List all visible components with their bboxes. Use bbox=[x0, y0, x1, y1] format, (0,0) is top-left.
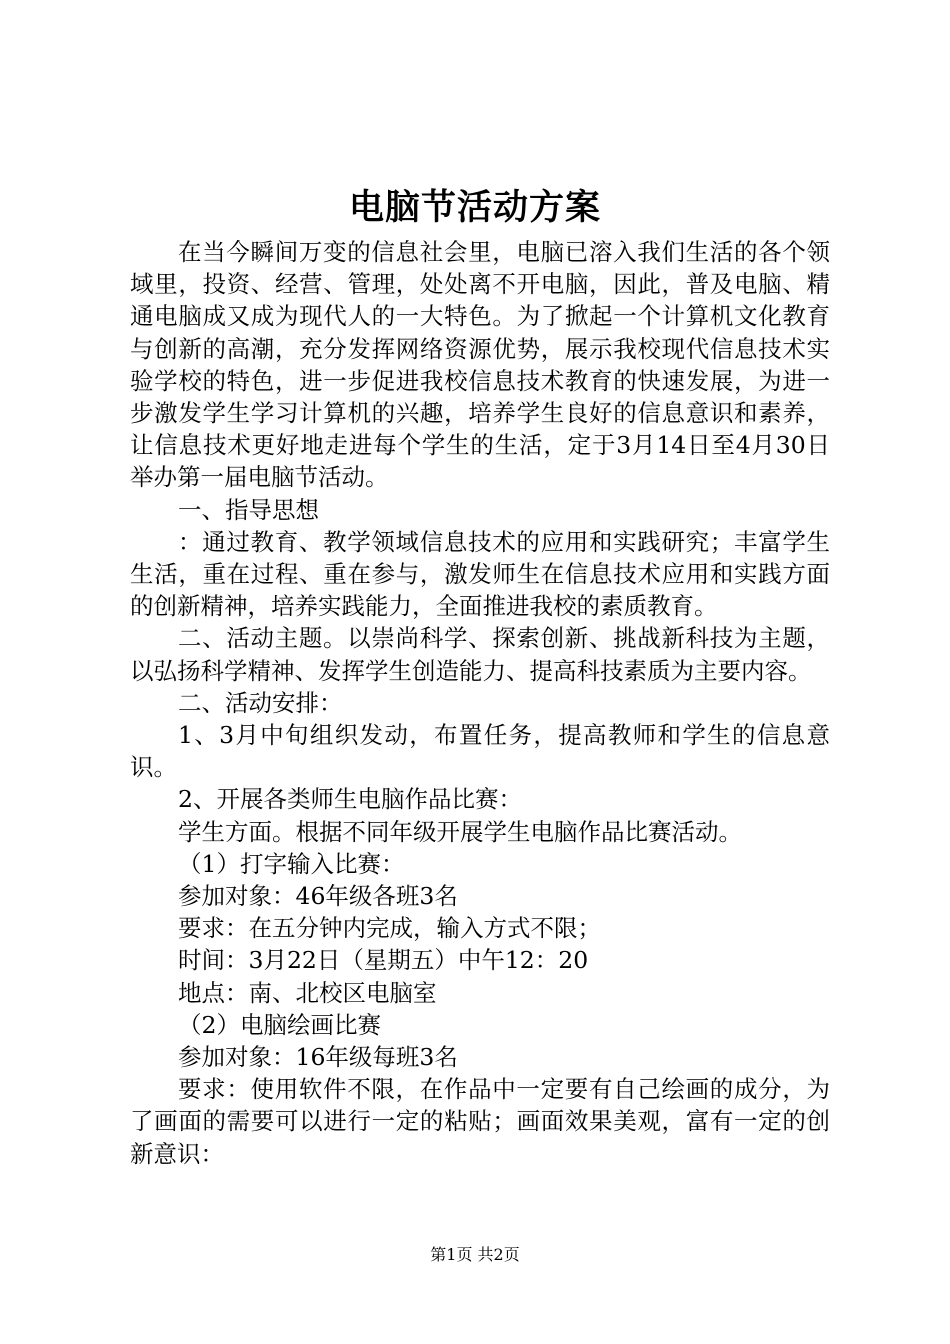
typing-participants: 参加对象：46年级各班3名 bbox=[178, 882, 458, 911]
typing-requirements: 要求：在五分钟内完成，输入方式不限； bbox=[178, 914, 601, 943]
document-title: 电脑节活动方案 bbox=[348, 187, 601, 228]
painting-participants: 参加对象：16年级每班3名 bbox=[178, 1043, 458, 1072]
typing-location: 地点：南、北校区电脑室 bbox=[178, 978, 437, 1007]
section-heading-arrangement: 二、活动安排： bbox=[178, 688, 343, 717]
guiding-thought-paragraph: ：通过教育、教学领域信息技术的应用和实践研究；丰富学生生活，重在过程、重在参与，激发师生在信息技术应用和实践方面的创新精神，培养实践能力，全面推进我校的素质教育。 bbox=[130, 527, 830, 621]
arrangement-item-2: 2、开展各类师生电脑作品比赛： bbox=[178, 785, 522, 814]
arrangement-item-1: 1、3月中旬组织发动，布置任务，提高教师和学生的信息意识。 bbox=[130, 721, 830, 782]
painting-contest-heading: （2）电脑绘画比赛 bbox=[178, 1010, 381, 1039]
section-heading-guiding-thought: 一、指导思想 bbox=[178, 495, 319, 524]
page-footer: 第1页 共2页 bbox=[430, 1245, 520, 1264]
activity-theme-paragraph: 二、活动主题。以崇尚科学、探索创新、挑战新科技为主题，以弘扬科学精神、发挥学生创造能力、提高科技素质为主要内容。 bbox=[130, 624, 830, 685]
typing-time: 时间：3月22日（星期五）中午12：20 bbox=[178, 946, 589, 975]
typing-contest-heading: （1）打字输入比赛： bbox=[178, 849, 405, 878]
student-section-line: 学生方面。根据不同年级开展学生电脑作品比赛活动。 bbox=[178, 817, 742, 846]
document-body bbox=[130, 236, 830, 1170]
painting-requirements: 要求：使用软件不限，在作品中一定要有自己绘画的成分，为了画面的需要可以进行一定的粘贴；画面效果美观，富有一定的创新意识： bbox=[130, 1075, 830, 1168]
intro-paragraph: 在当今瞬间万变的信息社会里，电脑已溶入我们生活的各个领域里，投资、经营、管理，处处离不开电脑，因此，普及电脑、精通电脑成又成为现代人的一大特色。为了掀起一个计算机文化教育与创新的高潮，充分发挥网络资源优势，展示我校现代信息技术实验学校的特色，进一步促进我校信息技术教育的快速发展，为进一步激发学生学习计算机的兴趣，培养学生良好的信息意识和素养，让信息技术更好地走进每个学生的生活，定于3月14日至4月30日举办第一届电脑节活动。 bbox=[130, 238, 830, 492]
